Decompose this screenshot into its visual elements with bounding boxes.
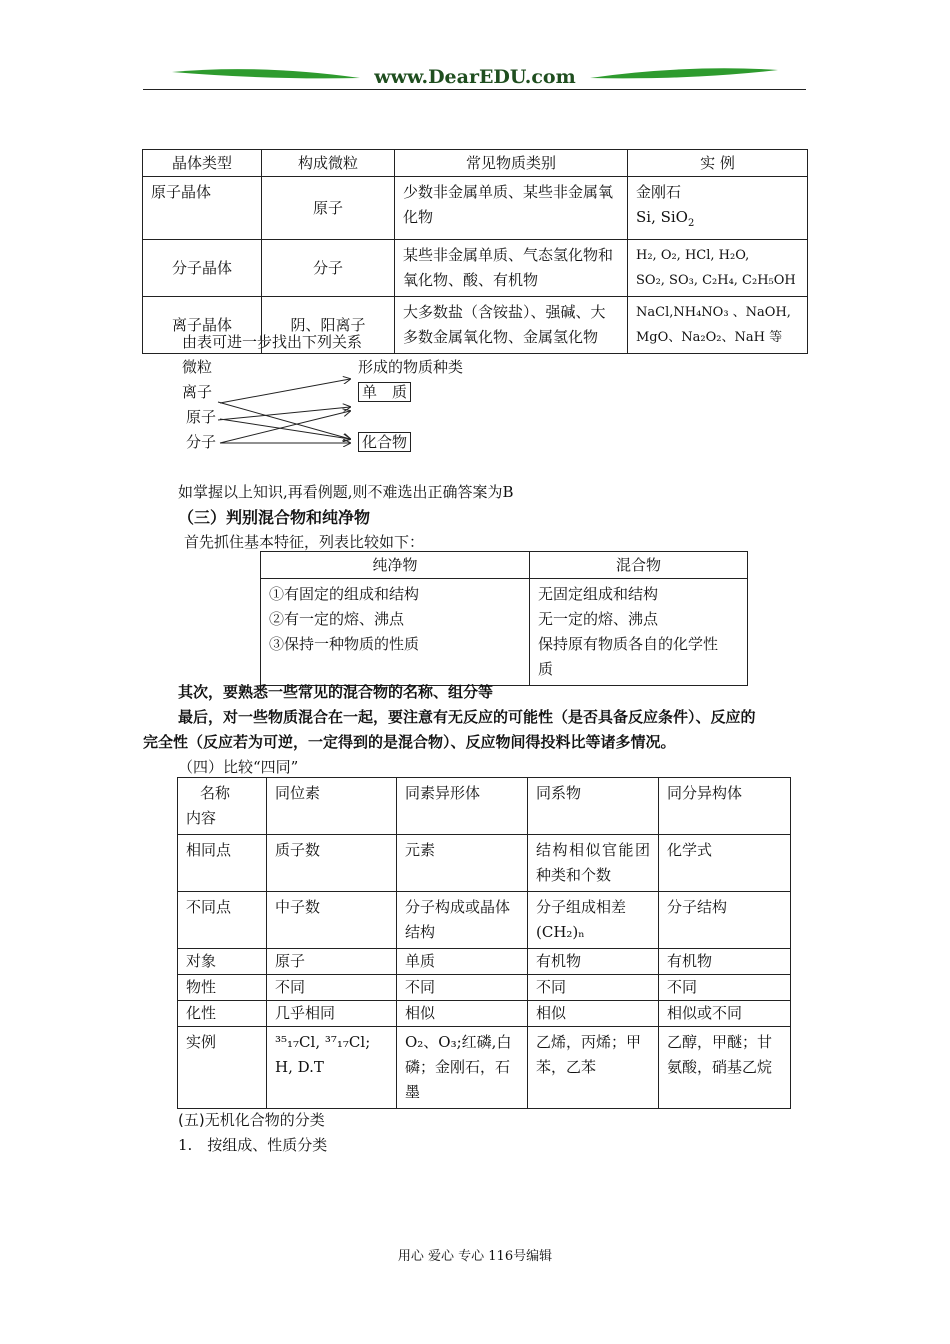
relation-right-item: 化合物 xyxy=(358,432,411,452)
list-item: ①有固定的组成和结构 xyxy=(269,585,420,603)
example-line: MgO、Na₂O₂、NaH 等 xyxy=(636,330,783,345)
table-header-cell: 同位素 xyxy=(267,778,397,835)
corner-top: 名称 xyxy=(200,784,231,802)
relation-right-header: 形成的物质种类 xyxy=(358,358,464,376)
table-cell: 离子晶体 xyxy=(143,297,262,354)
table-cell: 不同 xyxy=(397,975,528,1001)
table-cell: 原子 xyxy=(262,177,395,240)
crystal-table xyxy=(142,149,808,354)
table-cell: 阴、阳离子 xyxy=(262,297,395,354)
table-header-cell: 实 例 xyxy=(628,150,808,177)
table-row xyxy=(178,892,791,949)
table-row xyxy=(261,579,748,686)
table-cell: 有机物 xyxy=(528,949,659,975)
row-label: 对象 xyxy=(178,949,267,975)
table-header-cell: 同系物 xyxy=(528,778,659,835)
section3-note2b: 完全性（反应若为可逆，一定得到的是混合物）、反应物间得投料比等诸多情况。 xyxy=(143,733,676,751)
table-cell: 质子数 xyxy=(267,835,397,892)
row-label: 化性 xyxy=(178,1001,267,1027)
table-cell: ³⁵₁₇Cl, ³⁷₁₇Cl; H, D.T xyxy=(267,1027,397,1109)
section3-note2a: 最后，对一些物质混合在一起，要注意有无反应的可能性（是否具备反应条件）、反应的 xyxy=(178,708,756,726)
table-header-cell: 同分异构体 xyxy=(659,778,791,835)
table-cell: O₂、O₃;红磷,白磷；金刚石，石墨 xyxy=(397,1027,528,1109)
relation-left-item: 分子 xyxy=(186,433,217,451)
section3-title: （三）判别混合物和纯净物 xyxy=(178,508,371,527)
table-cell: 中子数 xyxy=(267,892,397,949)
list-item: 无固定组成和结构 xyxy=(538,585,659,603)
table-row xyxy=(178,1001,791,1027)
example-text: Si, SiO xyxy=(636,208,688,226)
table-row xyxy=(178,975,791,1001)
table-cell: 几乎相同 xyxy=(267,1001,397,1027)
table-cell xyxy=(628,240,808,297)
table-row xyxy=(178,949,791,975)
table-cell: 不同 xyxy=(267,975,397,1001)
table-cell: 某些非金属单质、气态氢化物和氧化物、酸、有机物 xyxy=(395,240,628,297)
row-label: 不同点 xyxy=(178,892,267,949)
example-line: H₂, O₂, HCl, H₂O, xyxy=(636,248,750,263)
table-header-row xyxy=(178,778,791,835)
table-cell: 相似或不同 xyxy=(659,1001,791,1027)
relation-intro: 由表可进一步找出下列关系 xyxy=(182,333,363,351)
table-cell: 原子 xyxy=(267,949,397,975)
header-logo xyxy=(170,62,780,92)
section5-title: (五)无机化合物的分类 xyxy=(178,1111,325,1129)
table-cell: 乙烯，丙烯；甲苯，乙苯 xyxy=(528,1027,659,1109)
table-cell: 结构相似官能团种类和个数 xyxy=(528,835,659,892)
table-cell xyxy=(628,177,808,240)
section3-intro: 首先抓住基本特征，列表比较如下： xyxy=(184,533,425,551)
table-cell xyxy=(261,579,530,686)
table-cell: 有机物 xyxy=(659,949,791,975)
list-item: 质 xyxy=(538,660,554,678)
pure-mixture-table xyxy=(260,551,748,686)
table-cell: 单质 xyxy=(397,949,528,975)
list-item: ③保持一种物质的性质 xyxy=(269,635,420,653)
list-item: ②有一定的熔、沸点 xyxy=(269,610,405,628)
table-cell: 不同 xyxy=(659,975,791,1001)
subscript: 2 xyxy=(687,218,695,229)
table-header-cell: 构成微粒 xyxy=(262,150,395,177)
table-cell: 分子组成相差(CH₂)ₙ xyxy=(528,892,659,949)
section4-title: （四）比较“四同” xyxy=(178,758,299,776)
table-cell: 大多数盐（含铵盐）、强碱、大多数金属氧化物、金属氢化物 xyxy=(395,297,628,354)
table-cell xyxy=(628,297,808,354)
example-line: 金刚石 xyxy=(636,183,682,201)
row-label: 实例 xyxy=(178,1027,267,1109)
table-row xyxy=(143,177,808,240)
row-label: 物性 xyxy=(178,975,267,1001)
table-cell: 分子 xyxy=(262,240,395,297)
relation-left-item: 离子 xyxy=(182,383,213,401)
table-cell: 少数非金属单质、某些非金属氧化物 xyxy=(395,177,628,240)
table-header-row xyxy=(143,150,808,177)
table-cell: 原子晶体 xyxy=(143,177,262,240)
table-row xyxy=(178,1027,791,1109)
relation-left-header: 微粒 xyxy=(182,358,213,376)
table-cell: 分子结构 xyxy=(659,892,791,949)
example-line: SO₂, SO₃, C₂H₄, C₂H₅OH xyxy=(636,273,796,288)
answer-line: 如掌握以上知识,再看例题,则不难选出正确答案为B xyxy=(178,483,514,501)
relation-left-item: 原子 xyxy=(186,408,217,426)
relation-right-item: 单 质 xyxy=(358,382,411,402)
corner-bottom: 内容 xyxy=(186,809,217,827)
section3-note1: 其次，要熟悉一些常见的混合物的名称、组分等 xyxy=(178,683,494,701)
table-cell: 乙醇，甲醚；甘氨酸，硝基乙烷 xyxy=(659,1027,791,1109)
table-header-cell: 常见物质类别 xyxy=(395,150,628,177)
table-cell: 分子晶体 xyxy=(143,240,262,297)
table-header-cell: 纯净物 xyxy=(261,552,530,579)
table-row xyxy=(143,240,808,297)
example-line: NaCl,NH₄NO₃ 、NaOH, xyxy=(636,305,791,320)
table-header-cell: 混合物 xyxy=(530,552,748,579)
table-corner-cell xyxy=(178,778,267,835)
table-header-cell: 同素异形体 xyxy=(397,778,528,835)
table-header-row xyxy=(261,552,748,579)
table-cell: 元素 xyxy=(397,835,528,892)
table-row xyxy=(178,835,791,892)
table-cell: 不同 xyxy=(528,975,659,1001)
table-cell: 化学式 xyxy=(659,835,791,892)
relation-arrows-icon xyxy=(210,375,360,455)
table-cell xyxy=(530,579,748,686)
table-cell: 相似 xyxy=(528,1001,659,1027)
list-item: 保持原有物质各自的化学性 xyxy=(538,635,719,653)
table-cell: 分子构成或晶体结构 xyxy=(397,892,528,949)
section5-item1: 1. 按组成、性质分类 xyxy=(178,1136,328,1154)
header-rule xyxy=(143,89,806,90)
logo-text: www.DearEDU.com xyxy=(374,66,576,88)
table-cell: 相似 xyxy=(397,1001,528,1027)
example-line xyxy=(636,205,799,236)
page-footer: 用心 爱心 专心 116号编辑 xyxy=(397,1249,553,1264)
list-item: 无一定的熔、沸点 xyxy=(538,610,659,628)
table-header-cell: 晶体类型 xyxy=(143,150,262,177)
four-same-table xyxy=(177,777,791,1109)
row-label: 相同点 xyxy=(178,835,267,892)
